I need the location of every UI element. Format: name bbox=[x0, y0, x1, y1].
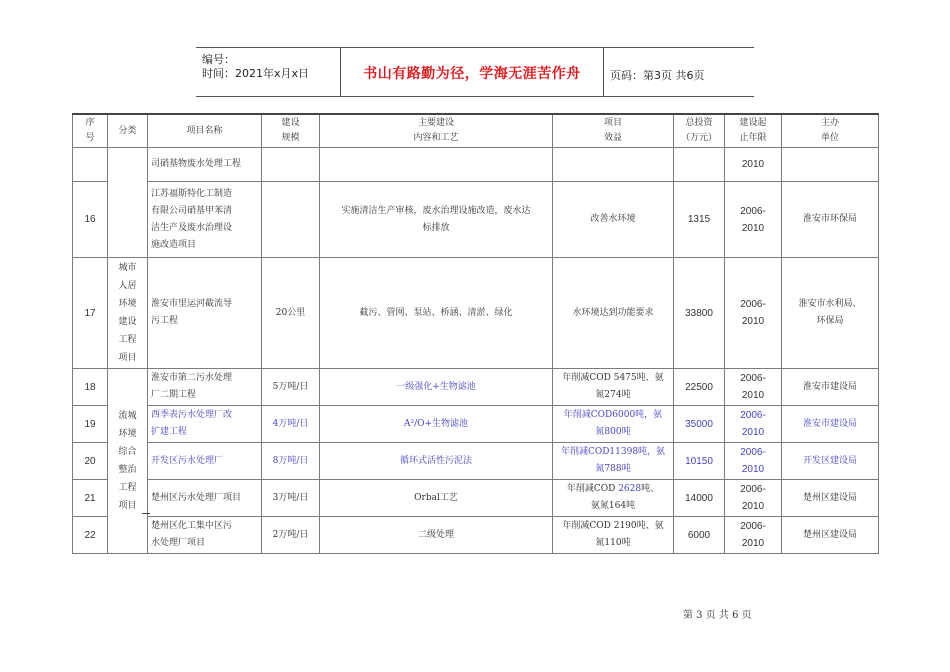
cell-content: A²/O+生物滤池 bbox=[320, 406, 553, 443]
cell-benefit: 改善水环境 bbox=[553, 182, 674, 258]
cell-scale: 20公里 bbox=[262, 258, 320, 369]
cell-invest: 10150 bbox=[674, 443, 725, 480]
col-header-unit: 主办 单位 bbox=[782, 114, 879, 148]
header-page-cell bbox=[604, 48, 754, 96]
table-row bbox=[73, 369, 879, 406]
cell-unit: 楚州区建设局 bbox=[782, 480, 879, 517]
cell-benefit: 年削减COD6000吨，氨 氮800吨 bbox=[553, 406, 674, 443]
col-header-content: 主要建设 内容和工艺 bbox=[320, 114, 553, 148]
cell-years: 2006- 2010 bbox=[725, 182, 782, 258]
cell-category-urban: 城市 人居 环境 建设 工程 项目 bbox=[108, 258, 148, 369]
col-header-no: 序 号 bbox=[73, 114, 108, 148]
cell-no: 16 bbox=[73, 182, 108, 258]
cell-years: 2006- 2010 bbox=[725, 258, 782, 369]
cell-years: 2010 bbox=[725, 148, 782, 182]
cell-invest: 33800 bbox=[674, 258, 725, 369]
cell-benefit: 年削减COD 5475吨、氨 氮274吨 bbox=[553, 369, 674, 406]
cell-name: 淮安市第二污水处理 厂二期工程 bbox=[148, 369, 262, 406]
cell-category-basin: 流城 环境 综合 整治 工程 项目 bbox=[108, 369, 148, 554]
cell-benefit bbox=[553, 148, 674, 182]
cell-name: 江苏福斯特化工制造 有限公司硝基甲苯清 洁生产及废水治理设 施改造项目 bbox=[148, 182, 262, 258]
cell-invest: 35000 bbox=[674, 406, 725, 443]
cell-scale: 8万吨/日 bbox=[262, 443, 320, 480]
cell-scale: 5万吨/日 bbox=[262, 369, 320, 406]
cell-invest: 6000 bbox=[674, 517, 725, 554]
cell-content bbox=[320, 148, 553, 182]
cell-unit: 淮安市建设局 bbox=[782, 406, 879, 443]
doc-number-label: 编号： bbox=[202, 53, 235, 66]
cell-category-empty bbox=[108, 148, 148, 258]
table-row bbox=[73, 406, 879, 443]
cell-name: 楚州区污水处理厂项目 bbox=[148, 480, 262, 517]
cell-years: 2006- 2010 bbox=[725, 517, 782, 554]
cell-benefit: 水环境达到功能要求 bbox=[553, 258, 674, 369]
cell-scale: 2万吨/日 bbox=[262, 517, 320, 554]
cell-invest: 14000 bbox=[674, 480, 725, 517]
cell-years: 2006- 2010 bbox=[725, 480, 782, 517]
col-header-years: 建设起 止年限 bbox=[725, 114, 782, 148]
cell-unit: 淮安市环保局 bbox=[782, 182, 879, 258]
benefit-text-c: 吨、 氨氮164吨 bbox=[590, 484, 660, 511]
cell-unit: 淮安市建设局 bbox=[782, 369, 879, 406]
benefit-text-highlight: 2628 bbox=[618, 484, 642, 494]
col-header-benefit: 项目 效益 bbox=[553, 114, 674, 148]
col-header-category: 分类 bbox=[108, 114, 148, 148]
cell-years: 2006- 2010 bbox=[725, 443, 782, 480]
cell-no: 17 bbox=[73, 258, 108, 369]
cell-invest: 1315 bbox=[674, 182, 725, 258]
cell-content: 循环式活性污泥法 bbox=[320, 443, 553, 480]
table-row bbox=[73, 517, 879, 554]
cell-unit: 楚州区建设局 bbox=[782, 517, 879, 554]
header-page-label: 页码：第3页 共6页 bbox=[610, 69, 705, 82]
cell-benefit: 年削减COD11398吨，氨 氮788吨 bbox=[553, 443, 674, 480]
cell-unit bbox=[782, 148, 879, 182]
margin-tick-mark bbox=[142, 513, 150, 514]
cell-no: 21 bbox=[73, 480, 108, 517]
col-header-invest: 总投资 （万元） bbox=[674, 114, 725, 148]
table-row bbox=[73, 443, 879, 480]
page-header bbox=[196, 47, 754, 97]
cell-name: 楚州区化工集中区污 水处理厂项目 bbox=[148, 517, 262, 554]
cell-benefit bbox=[553, 480, 674, 517]
cell-benefit: 年削减COD 2190吨、氨 氮110吨 bbox=[553, 517, 674, 554]
header-motto-cell bbox=[341, 48, 604, 96]
cell-no: 19 bbox=[73, 406, 108, 443]
header-meta-cell bbox=[196, 48, 341, 96]
cell-content: Orbal工艺 bbox=[320, 480, 553, 517]
header-motto: 书山有路勤为径，学海无涯苦作舟 bbox=[363, 66, 581, 82]
page-footer: 第 3 页 共 6 页 bbox=[683, 610, 752, 621]
cell-no: 18 bbox=[73, 369, 108, 406]
cell-no: 22 bbox=[73, 517, 108, 554]
table-row bbox=[73, 182, 879, 258]
table-header-row bbox=[73, 114, 879, 148]
cell-name: 西季表污水处理厂改 扩建工程 bbox=[148, 406, 262, 443]
cell-invest: 22500 bbox=[674, 369, 725, 406]
cell-content: 实施清洁生产审核，废水治理设施改造，废水达 标排放 bbox=[320, 182, 553, 258]
cell-no: 20 bbox=[73, 443, 108, 480]
cell-unit: 开发区建设局 bbox=[782, 443, 879, 480]
project-table bbox=[72, 113, 879, 554]
cell-invest bbox=[674, 148, 725, 182]
cell-name: 淮安市里运河截流导 污工程 bbox=[148, 258, 262, 369]
table-row bbox=[73, 148, 879, 182]
cell-scale: 3万吨/日 bbox=[262, 480, 320, 517]
cell-years: 2006- 2010 bbox=[725, 406, 782, 443]
table-row bbox=[73, 480, 879, 517]
col-header-name: 项目名称 bbox=[148, 114, 262, 148]
cell-unit: 淮安市水利局、 环保局 bbox=[782, 258, 879, 369]
cell-content: 一级强化+生物滤池 bbox=[320, 369, 553, 406]
table-row bbox=[73, 258, 879, 369]
cell-years: 2006- 2010 bbox=[725, 369, 782, 406]
cell-scale bbox=[262, 182, 320, 258]
cell-scale bbox=[262, 148, 320, 182]
cell-no bbox=[73, 148, 108, 182]
doc-time-label: 时间：2021年x月x日 bbox=[202, 67, 310, 80]
cell-scale: 4万吨/日 bbox=[262, 406, 320, 443]
benefit-text-a: 年削减COD bbox=[566, 484, 619, 494]
col-header-scale: 建设 规模 bbox=[262, 114, 320, 148]
cell-name: 司硝基物废水处理工程 bbox=[148, 148, 262, 182]
cell-content: 截污、管网、泵站、桥涵、清淤、绿化 bbox=[320, 258, 553, 369]
cell-content: 二级处理 bbox=[320, 517, 553, 554]
cell-name: 开发区污水处理厂 bbox=[148, 443, 262, 480]
